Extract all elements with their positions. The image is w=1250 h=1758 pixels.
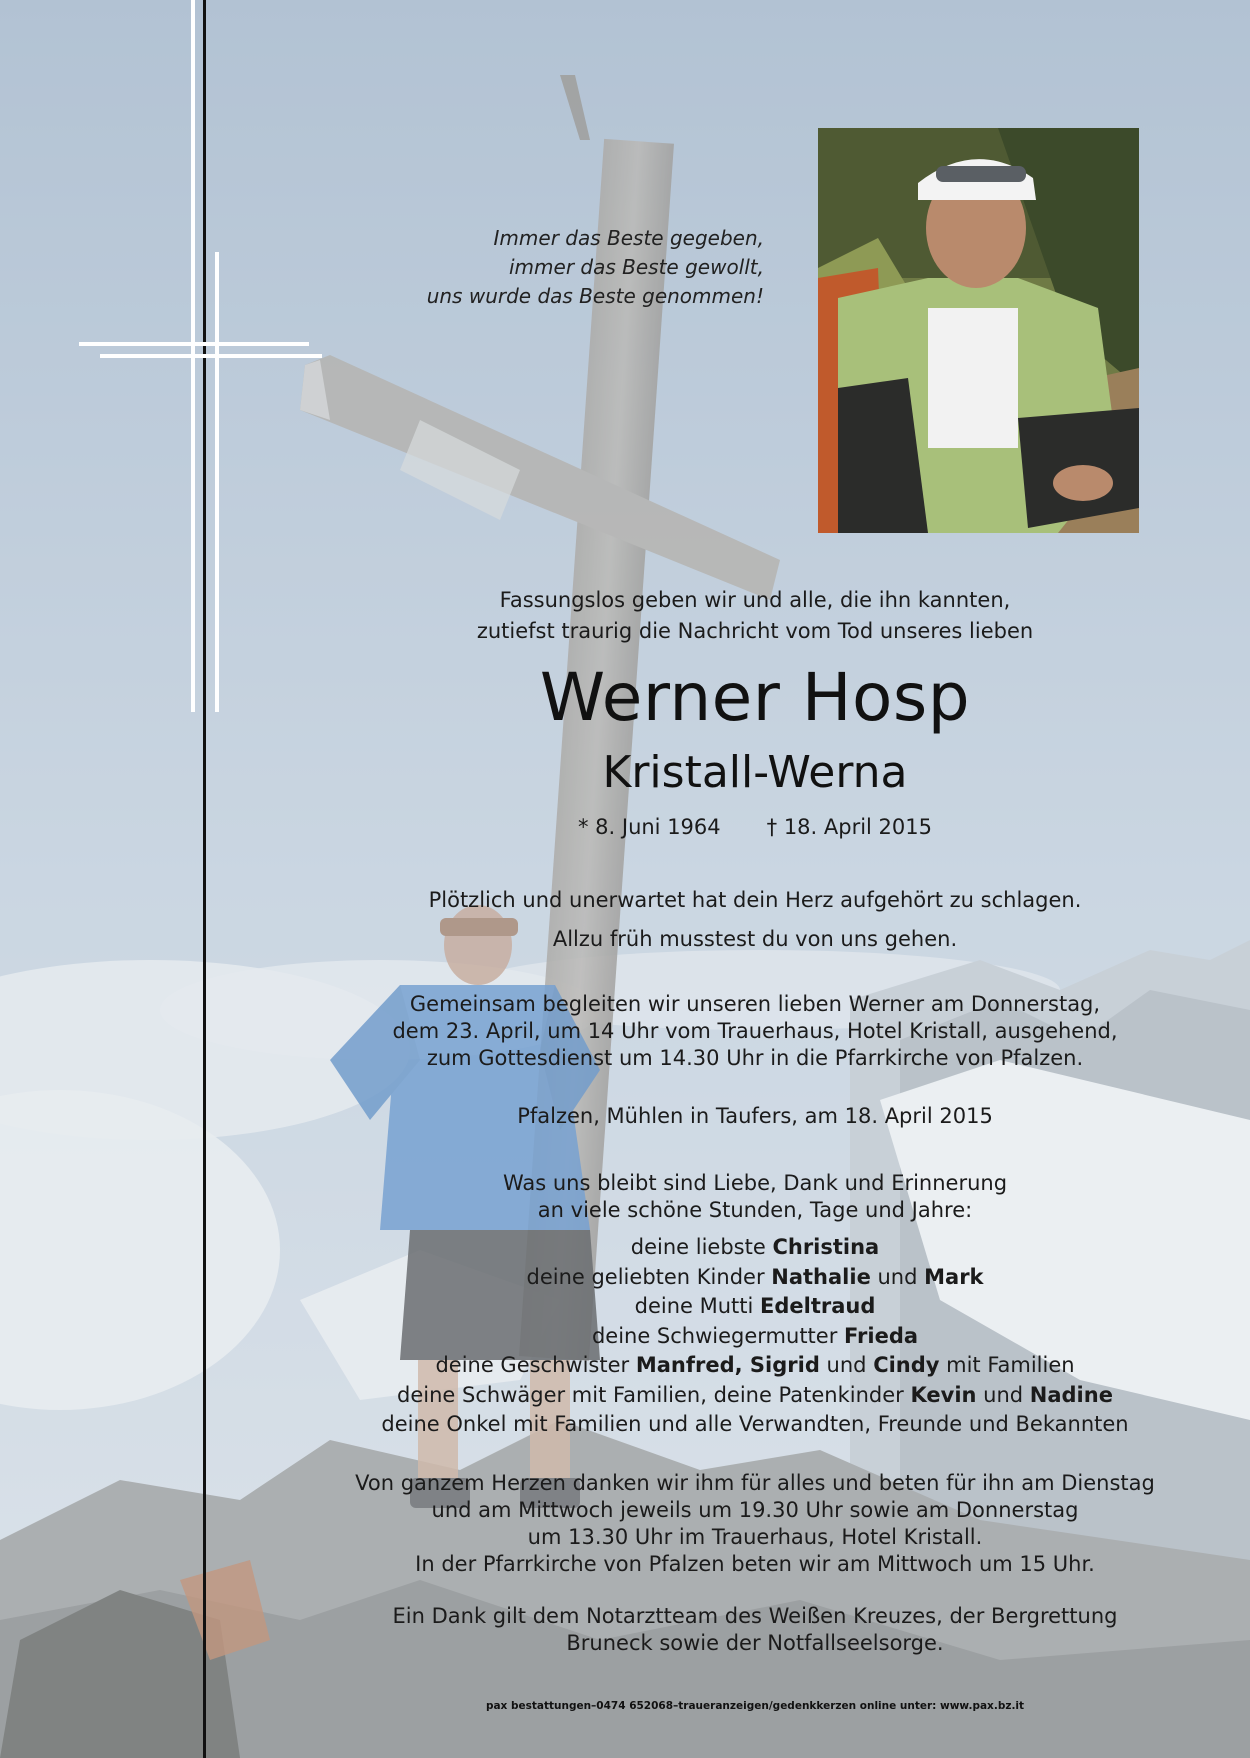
- mourner-name: Frieda: [844, 1323, 919, 1348]
- death-date: † 18. April 2015: [766, 815, 933, 839]
- funeral-line: dem 23. April, um 14 Uhr vom Trauerhaus, Hotel Kristall, ausgehend,: [392, 1019, 1118, 1043]
- mourner-name: Nathalie: [771, 1264, 871, 1289]
- mourner-line-mother: [340, 1292, 1170, 1322]
- prayers-line: um 13.30 Uhr im Trauerhaus, Hotel Kristall.: [527, 1525, 983, 1549]
- mourner-prefix: deine Mutti: [634, 1294, 761, 1318]
- intro-line: zutiefst traurig die Nachricht vom Tod unseres lieben: [476, 619, 1034, 643]
- deceased-name: Werner Hosp: [539, 659, 971, 736]
- funeral-line: Gemeinsam begleiten wir unseren lieben Werner am Donnerstag,: [409, 992, 1101, 1016]
- cross-line-horizontal-top: [79, 342, 309, 346]
- mourner-prefix: deine Geschwister: [435, 1353, 636, 1377]
- remains-line: an viele schöne Stunden, Tage und Jahre:: [537, 1198, 973, 1222]
- intro-text: [340, 585, 1170, 647]
- quote-line: immer das Beste gewollt,: [509, 255, 764, 279]
- thanks-line: Ein Dank gilt dem Notarztteam des Weißen Kreuzes, der Bergrettung: [392, 1604, 1118, 1628]
- deceased-nickname: Kristall-Werna: [602, 747, 908, 798]
- mourner-name: Cindy: [873, 1353, 940, 1377]
- quote-line: Immer das Beste gegeben,: [493, 226, 764, 250]
- cross-line-vertical-right: [215, 252, 219, 712]
- footer-imprint: pax bestattungen–0474 652068–traueranzeigen/gedenkkerzen online unter: www.pax.bz.it: [485, 1700, 1025, 1712]
- birth-date: * 8. Juni 1964: [577, 815, 721, 839]
- life-dates: [340, 813, 1170, 841]
- mourner-name: Nadine: [1029, 1382, 1113, 1407]
- intro-line: Fassungslos geben wir und alle, die ihn kannten,: [499, 588, 1011, 612]
- mourner-conjunction: und: [819, 1353, 874, 1377]
- mourner-line-children: [340, 1263, 1170, 1293]
- portrait-photo: [818, 128, 1139, 533]
- mourners-list: [340, 1233, 1170, 1440]
- mourner-prefix: deine Schwiegermutter: [591, 1323, 845, 1348]
- remains-line: Was uns bleibt sind Liebe, Dank und Erinnerung: [502, 1171, 1008, 1195]
- cross-line-horizontal-bottom: [100, 354, 322, 358]
- mourner-name: Mark: [924, 1264, 984, 1289]
- mourner-name: Christina: [772, 1235, 880, 1259]
- mourner-name: Manfred, Sigrid: [635, 1353, 820, 1377]
- funeral-text: [340, 991, 1170, 1072]
- prayers-text: [340, 1470, 1170, 1578]
- mourner-prefix: deine liebste: [630, 1235, 773, 1259]
- mourner-line-inlaws: [340, 1381, 1170, 1411]
- message-line: Allzu früh musstest du von uns gehen.: [552, 927, 958, 951]
- mourner-line-relatives: deine Onkel mit Familien und alle Verwandten, Freunde und Bekannten: [381, 1412, 1129, 1436]
- thanks-line: Bruneck sowie der Notfallseelsorge.: [566, 1631, 944, 1655]
- prayers-line: In der Pfarrkirche von Pfalzen beten wir am Mittwoch um 15 Uhr.: [415, 1552, 1095, 1576]
- mourner-line-motherinlaw: [340, 1322, 1170, 1352]
- mourner-prefix: deine Schwäger mit Familien, deine Patenkinder: [397, 1382, 911, 1407]
- mourner-conjunction: und: [870, 1264, 925, 1289]
- mourner-line-siblings: [340, 1351, 1170, 1381]
- vertical-rule: [203, 0, 206, 1758]
- place-date: Pfalzen, Mühlen in Taufers, am 18. April 2015: [517, 1104, 993, 1128]
- funeral-line: zum Gottesdienst um 14.30 Uhr in die Pfarrkirche von Pfalzen.: [426, 1046, 1084, 1070]
- thanks-text: [340, 1603, 1170, 1657]
- prayers-line: Von ganzem Herzen danken wir ihm für alles und beten für ihn am Dienstag: [355, 1471, 1155, 1495]
- message-line: Plötzlich und unerwartet hat dein Herz aufgehört zu schlagen.: [428, 888, 1082, 912]
- memorial-quote: [380, 224, 764, 311]
- quote-line: uns wurde das Beste genommen!: [426, 284, 764, 308]
- mourner-conjunction: und: [976, 1382, 1030, 1407]
- mourner-line-wife: [340, 1233, 1170, 1263]
- message-text: [340, 881, 1170, 959]
- mourner-prefix: deine geliebten Kinder: [526, 1264, 772, 1289]
- prayers-line: und am Mittwoch jeweils um 19.30 Uhr sowie am Donnerstag: [431, 1498, 1079, 1522]
- mourner-name: Kevin: [910, 1382, 977, 1407]
- remains-text: [340, 1170, 1170, 1224]
- mourner-suffix: mit Familien: [939, 1353, 1075, 1377]
- mourner-name: Edeltraud: [760, 1294, 876, 1318]
